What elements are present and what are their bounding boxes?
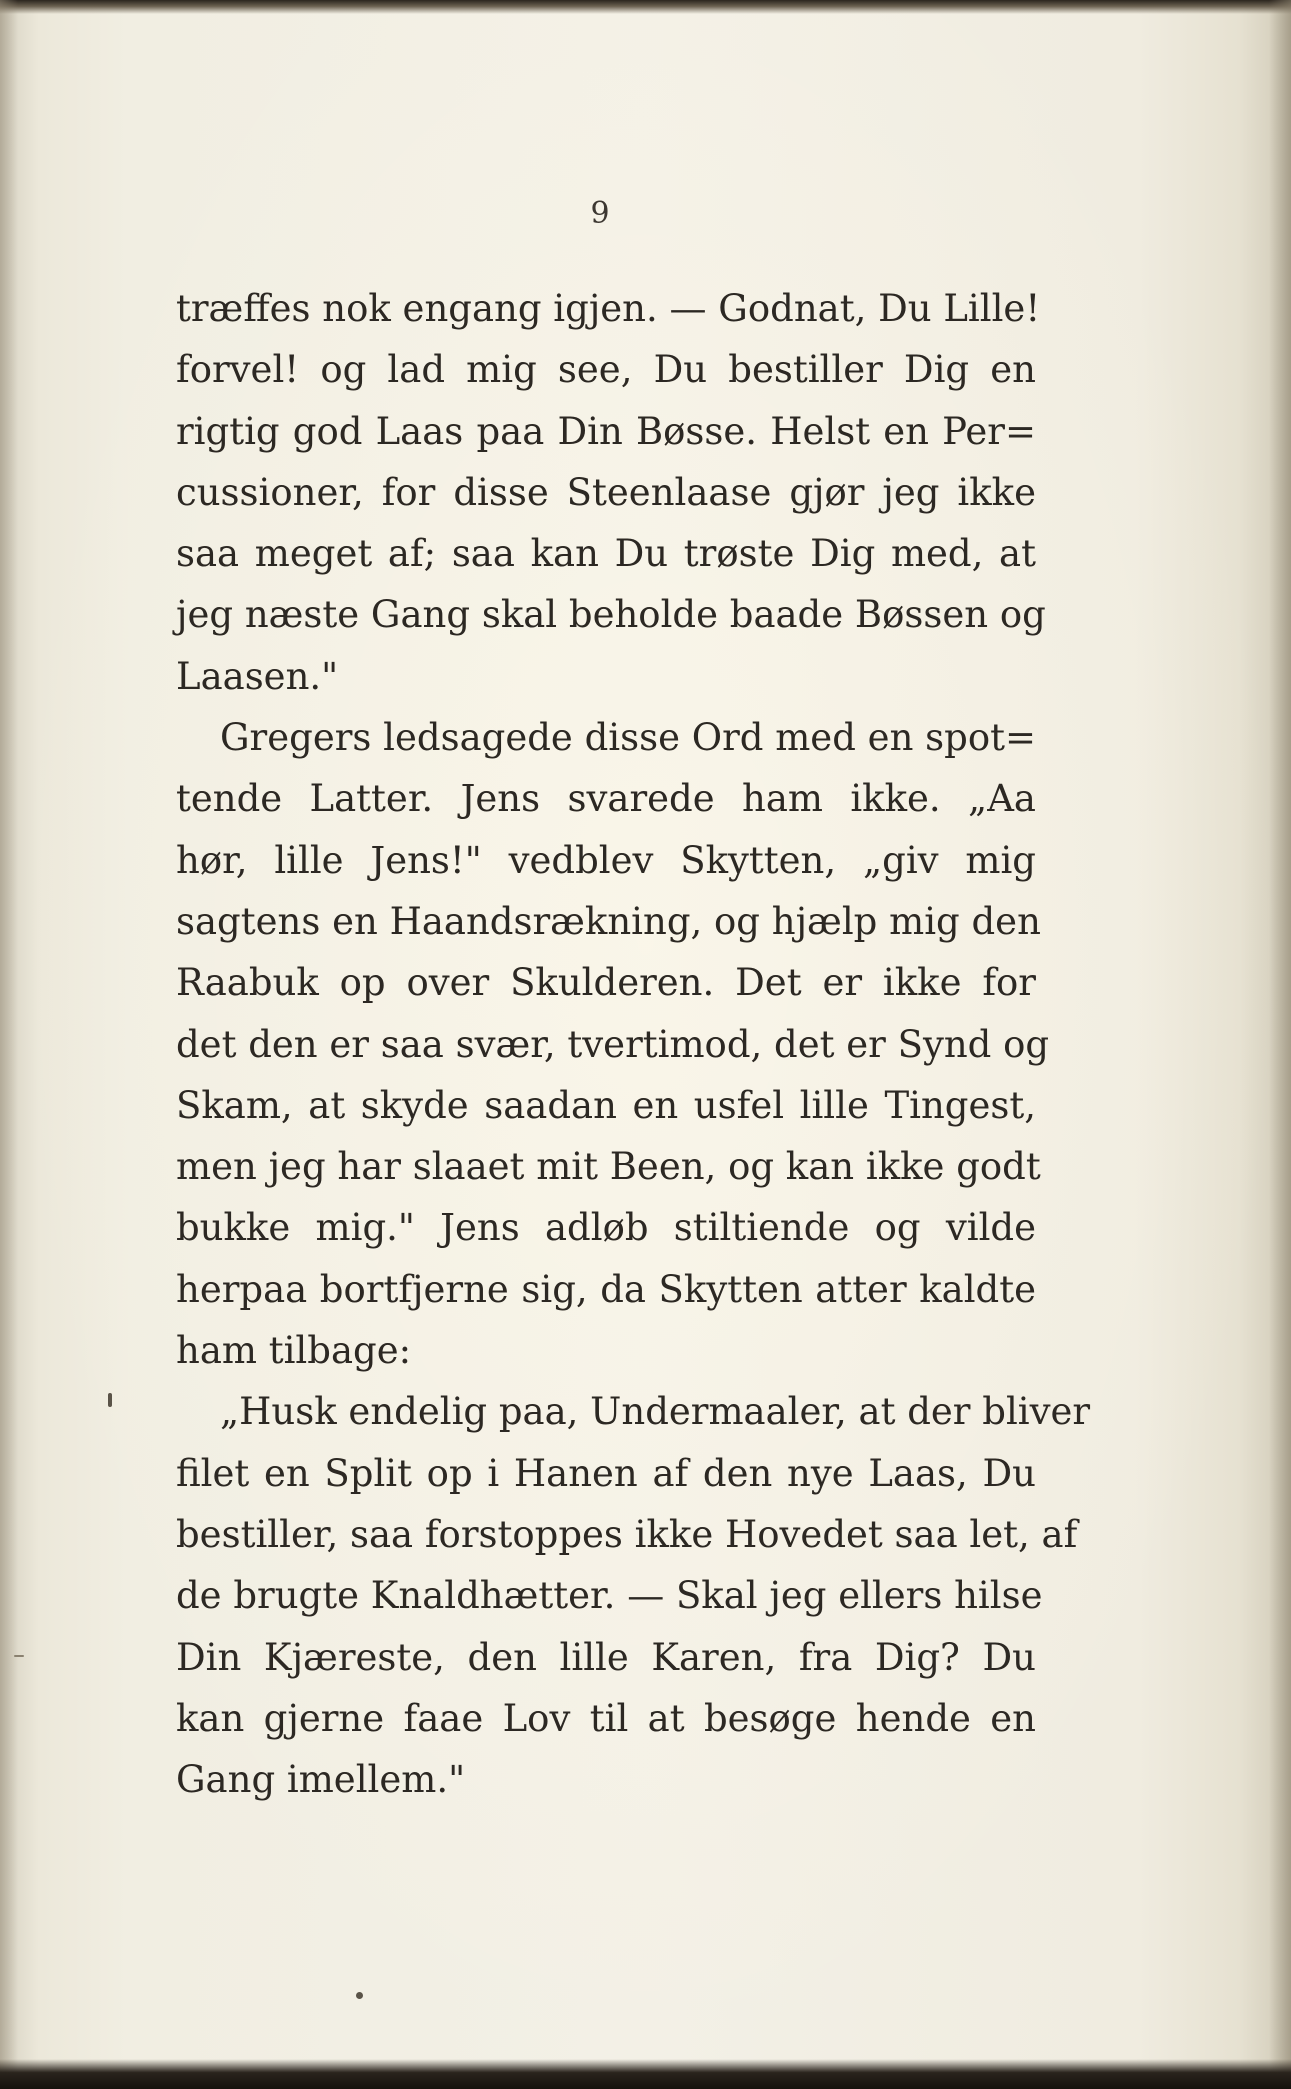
text-line: Gregers ledsagede disse Ord med en spot= <box>220 716 1036 760</box>
text-line: bestiller, saa forstoppes ikke Hovedet saa let, af <box>176 1512 1078 1556</box>
text-line: de brugte Knaldhætter. — Skal jeg ellers hilse <box>176 1574 1043 1618</box>
text-line: Gang imellem." <box>176 1758 466 1802</box>
text-line: bukke mig." Jens adløb stiltiende og vilde <box>176 1206 1036 1250</box>
text-line: cussioner, for disse Steenlaase gjør jeg ikke <box>176 470 1036 514</box>
text-line: herpaa bortfjerne sig, da Skytten atter kaldte <box>176 1267 1036 1311</box>
text-line: Laasen." <box>176 654 339 698</box>
margin-mark <box>14 1655 24 1657</box>
text-line: jeg næste Gang skal beholde baade Bøssen og <box>176 593 1046 637</box>
text-line: sagtens en Haandsrækning, og hjælp mig den <box>176 899 1041 943</box>
page-bottom-edge <box>0 2059 1291 2089</box>
page-top-shadow <box>0 0 1291 14</box>
text-line: ham tilbage: <box>176 1329 412 1373</box>
text-line: tende Latter. Jens svarede ham ikke. „Aa <box>176 777 1036 821</box>
text-line: Raabuk op over Skulderen. Det er ikke for <box>176 961 1036 1005</box>
text-line: forvel! og lad mig see, Du bestiller Dig en <box>176 348 1036 392</box>
text-line: det den er saa svær, tvertimod, det er Synd og <box>176 1022 1050 1066</box>
text-line: men jeg har slaaet mit Been, og kan ikke godt <box>176 1145 1041 1189</box>
text-line: saa meget af; saa kan Du trøste Dig med, at <box>176 532 1036 576</box>
text-line: Din Kjæreste, den lille Karen, fra Dig? Du <box>176 1635 1036 1679</box>
text-line: kan gjerne faae Lov til at besøge hende en <box>176 1696 1036 1740</box>
text-line: filet en Split op i Hanen af den nye Laas, Du <box>176 1451 1036 1495</box>
text-line: „Husk endelig paa, Undermaaler, at der bliver <box>220 1390 1091 1434</box>
text-line: rigtig god Laas paa Din Bøsse. Helst en Per= <box>176 409 1036 453</box>
ink-speck <box>108 1393 112 1407</box>
body-text <box>176 278 1091 1810</box>
text-line: Skam, at skyde saadan en usfel lille Tingest, <box>176 1083 1036 1127</box>
text-line: hør, lille Jens!" vedblev Skytten, „giv mig <box>176 838 1036 882</box>
page-number: 9 <box>590 196 610 231</box>
page-left-edge <box>0 0 18 2089</box>
page-right-edge <box>1269 0 1291 2089</box>
text-line: træffes nok engang igjen. — Godnat, Du Lille! <box>176 287 1041 330</box>
ink-speck <box>356 1992 363 1999</box>
